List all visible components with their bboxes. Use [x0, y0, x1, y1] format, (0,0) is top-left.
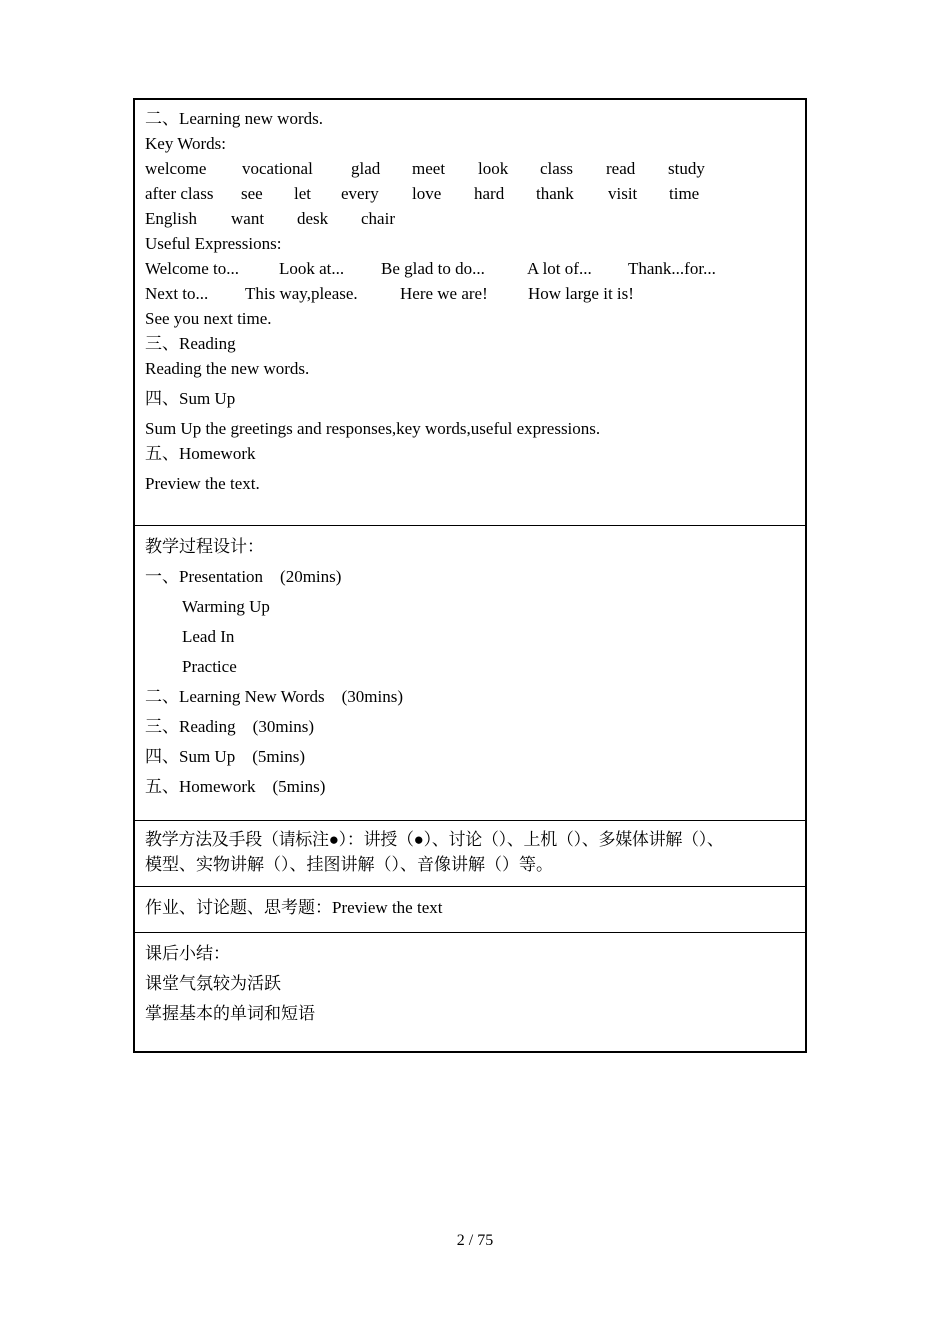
sum-up-text: Sum Up the greetings and responses,key words,useful expressions. [145, 419, 601, 438]
word: hard [474, 184, 505, 203]
word: let [294, 184, 311, 203]
word: welcome [145, 159, 207, 178]
process-item: 四、Sum Up (5mins) [145, 747, 306, 766]
section-heading-sum-up: 四、Sum Up [145, 389, 236, 408]
word: visit [608, 184, 638, 203]
process-item: 一、Presentation (20mins) [145, 567, 342, 586]
useful-expressions-row-2 [145, 281, 795, 306]
word: vocational [242, 159, 313, 178]
expression: This way,please. [245, 284, 358, 303]
process-subitem: Practice [182, 657, 237, 676]
process-cell [135, 525, 805, 820]
useful-expressions-row-1 [145, 256, 795, 281]
see-you-text: See you next time. [145, 309, 272, 328]
word: after class [145, 184, 214, 203]
key-words-row-2 [145, 181, 795, 206]
process-item: 二、Learning New Words (30mins) [145, 687, 403, 706]
section-heading-homework: 五、Homework [145, 444, 256, 463]
key-words-row-3 [145, 206, 795, 231]
word: look [478, 159, 509, 178]
word: every [341, 184, 379, 203]
key-words-row-1 [145, 156, 795, 181]
word: read [606, 159, 636, 178]
word: love [412, 184, 442, 203]
summary-line: 掌握基本的单词和短语 [145, 1004, 315, 1023]
expression: Be glad to do... [381, 259, 485, 278]
word: thank [536, 184, 574, 203]
summary-line: 课堂气氛较为活跃 [145, 974, 281, 993]
word: chair [361, 209, 395, 228]
page-number: 2 / 75 [456, 1232, 494, 1249]
methods-line: 模型、实物讲解（）、挂图讲解（）、音像讲解（）等。 [145, 855, 553, 874]
reading-text: Reading the new words. [145, 359, 310, 378]
section-heading-reading: 三、Reading [145, 334, 236, 353]
useful-expressions-label: Useful Expressions: [145, 234, 282, 253]
section-heading-words: 二、Learning new words. [145, 109, 323, 128]
homework-text: Preview the text. [145, 474, 260, 493]
word: see [241, 184, 263, 203]
homework-cell [135, 886, 805, 932]
word: English [145, 209, 197, 228]
summary-cell [135, 932, 805, 1051]
word: study [668, 159, 705, 178]
methods-line: 教学方法及手段（请标注●）：讲授（●）、讨论（）、上机（）、多媒体讲解（）、 [145, 830, 724, 849]
expression: Next to... [145, 284, 209, 303]
word: glad [351, 159, 381, 178]
expression: How large it is! [528, 284, 634, 303]
process-title: 教学过程设计： [145, 537, 264, 556]
process-item: 三、Reading (30mins) [145, 717, 315, 736]
process-subitem: Lead In [182, 627, 235, 646]
key-words-label: Key Words: [145, 134, 226, 153]
word: desk [297, 209, 329, 228]
process-item: 五、Homework (5mins) [145, 777, 326, 796]
word: meet [412, 159, 446, 178]
word: class [540, 159, 574, 178]
expression: Welcome to... [145, 259, 239, 278]
lesson-plan-table [133, 98, 807, 1053]
methods-cell [135, 820, 805, 886]
process-subitem: Warming Up [182, 597, 270, 616]
homework-line: 作业、讨论题、思考题：Preview the text [145, 898, 443, 917]
summary-title: 课后小结： [145, 944, 230, 963]
expression: Thank...for... [628, 259, 716, 278]
expression: A lot of... [527, 259, 592, 278]
word: want [231, 209, 265, 228]
expression: Here we are! [400, 284, 488, 303]
word: time [669, 184, 700, 203]
expression: Look at... [279, 259, 345, 278]
content-cell [135, 100, 805, 525]
